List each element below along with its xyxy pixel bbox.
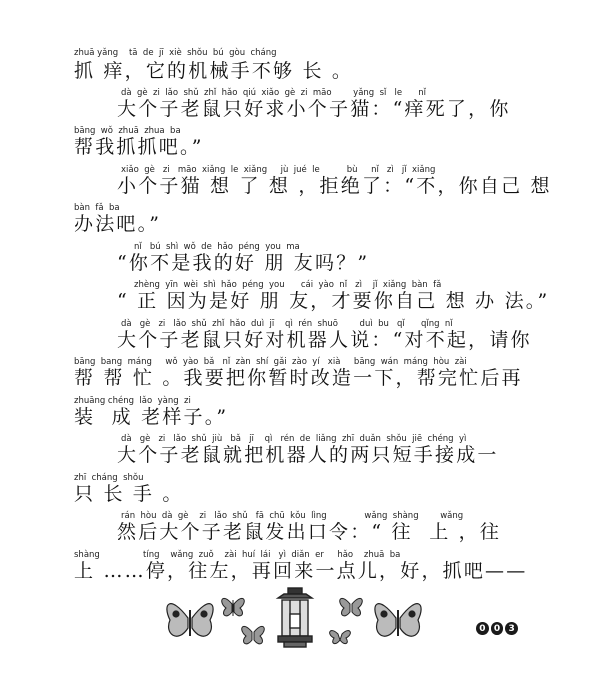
pinyin-line-4: xiǎo gè zi māo xiǎng le xiǎng jù jué le bù nǐ zì jǐ xiǎng [121, 165, 436, 175]
butterfly-icon [375, 604, 421, 637]
pinyin-line-2: dà gè zi lǎo shǔ zhǐ hǎo qiú xiǎo gè zi māo yǎng sǐ le nǐ [121, 88, 427, 98]
small-butterfly-icon [222, 598, 245, 616]
text-line-8: 大个子老鼠只好对机器人说：“对不起，请你 [117, 329, 532, 351]
text-line-11: 大个子老鼠就把机器人的两只短手接成一 [117, 444, 499, 466]
pinyin-line-12: zhī cháng shǒu [74, 473, 144, 483]
text-line-4: 小个子猫 想 了 想 ，拒绝了：“不，你自己 想 [117, 175, 552, 197]
pinyin-line-8: dà gè zi lǎo shǔ zhǐ hǎo duì jī qì rén shuō duì bu qǐ qǐng nǐ [121, 319, 453, 329]
pinyin-line-11: dà gè zi lǎo shǔ jiù bǎ jī qì rén de liǎng zhī duǎn shǒu jiē chéng yì [121, 434, 467, 444]
page-number-digit: 3 [505, 622, 518, 635]
lantern-icon [278, 588, 312, 647]
pinyin-line-3: bāng wǒ zhuā zhua ba [74, 126, 181, 136]
text-line-13: 然后大个子老鼠发出口令：“ 往 上 ，往 [117, 521, 502, 543]
pinyin-line-5: bàn fǎ ba [74, 203, 120, 213]
text-line-5: 办法吧。” [74, 213, 162, 235]
butterfly-icon [167, 604, 213, 637]
pinyin-line-1: zhuā yǎng tā de jī xiè shǒu bú gòu cháng [74, 48, 277, 58]
pinyin-line-9: bāng bang máng wǒ yào bǎ nǐ zàn shí gǎi zào yí xià bāng wán máng hòu zài [74, 357, 467, 367]
page-number [476, 622, 518, 638]
small-butterfly-icon [340, 598, 363, 615]
text-line-3: 帮我抓抓吧。” [74, 136, 204, 158]
page-number-digit: 0 [491, 622, 504, 635]
text-line-1: 抓 痒，它的机械手不够 长 。 [74, 60, 354, 82]
pinyin-line-6: nǐ bú shì wǒ de hǎo péng you ma [134, 242, 300, 252]
pinyin-line-10: zhuāng chéng lǎo yàng zi [74, 396, 191, 406]
text-line-9: 帮 帮 忙 。我要把你暂时改造一下，帮完忙后再 [74, 367, 523, 389]
text-line-14: 上 ……停，往左，再回来一点儿，好，抓吧—— [74, 560, 528, 582]
pinyin-line-7: zhèng yīn wèi shì hǎo péng you cái yào nǐ zì jǐ xiǎng bàn fǎ [134, 280, 442, 290]
text-line-12: 只 长 手 。 [74, 483, 184, 505]
text-line-6: “你不是我的好 朋 友吗？” [117, 252, 370, 274]
small-butterfly-icon [330, 631, 351, 644]
small-butterfly-icon [242, 626, 265, 643]
text-line-10: 装 成 老样子。” [74, 406, 229, 428]
page-number-digit: 0 [476, 622, 489, 635]
pinyin-line-13: rán hòu dà gè zi lǎo shǔ fā chū kǒu lìng wǎng shàng wǎng [121, 511, 464, 521]
butterfly-lantern-decoration [160, 584, 430, 650]
text-line-2: 大个子老鼠只好求小个子猫：“痒死了，你 [117, 98, 511, 120]
pinyin-line-14: shàng tíng wǎng zuǒ zài huí lái yì diǎn er hǎo zhuā ba [74, 550, 401, 560]
text-line-7: “ 正 因为是好 朋 友，才要你自己 想 办 法。” [117, 290, 550, 312]
